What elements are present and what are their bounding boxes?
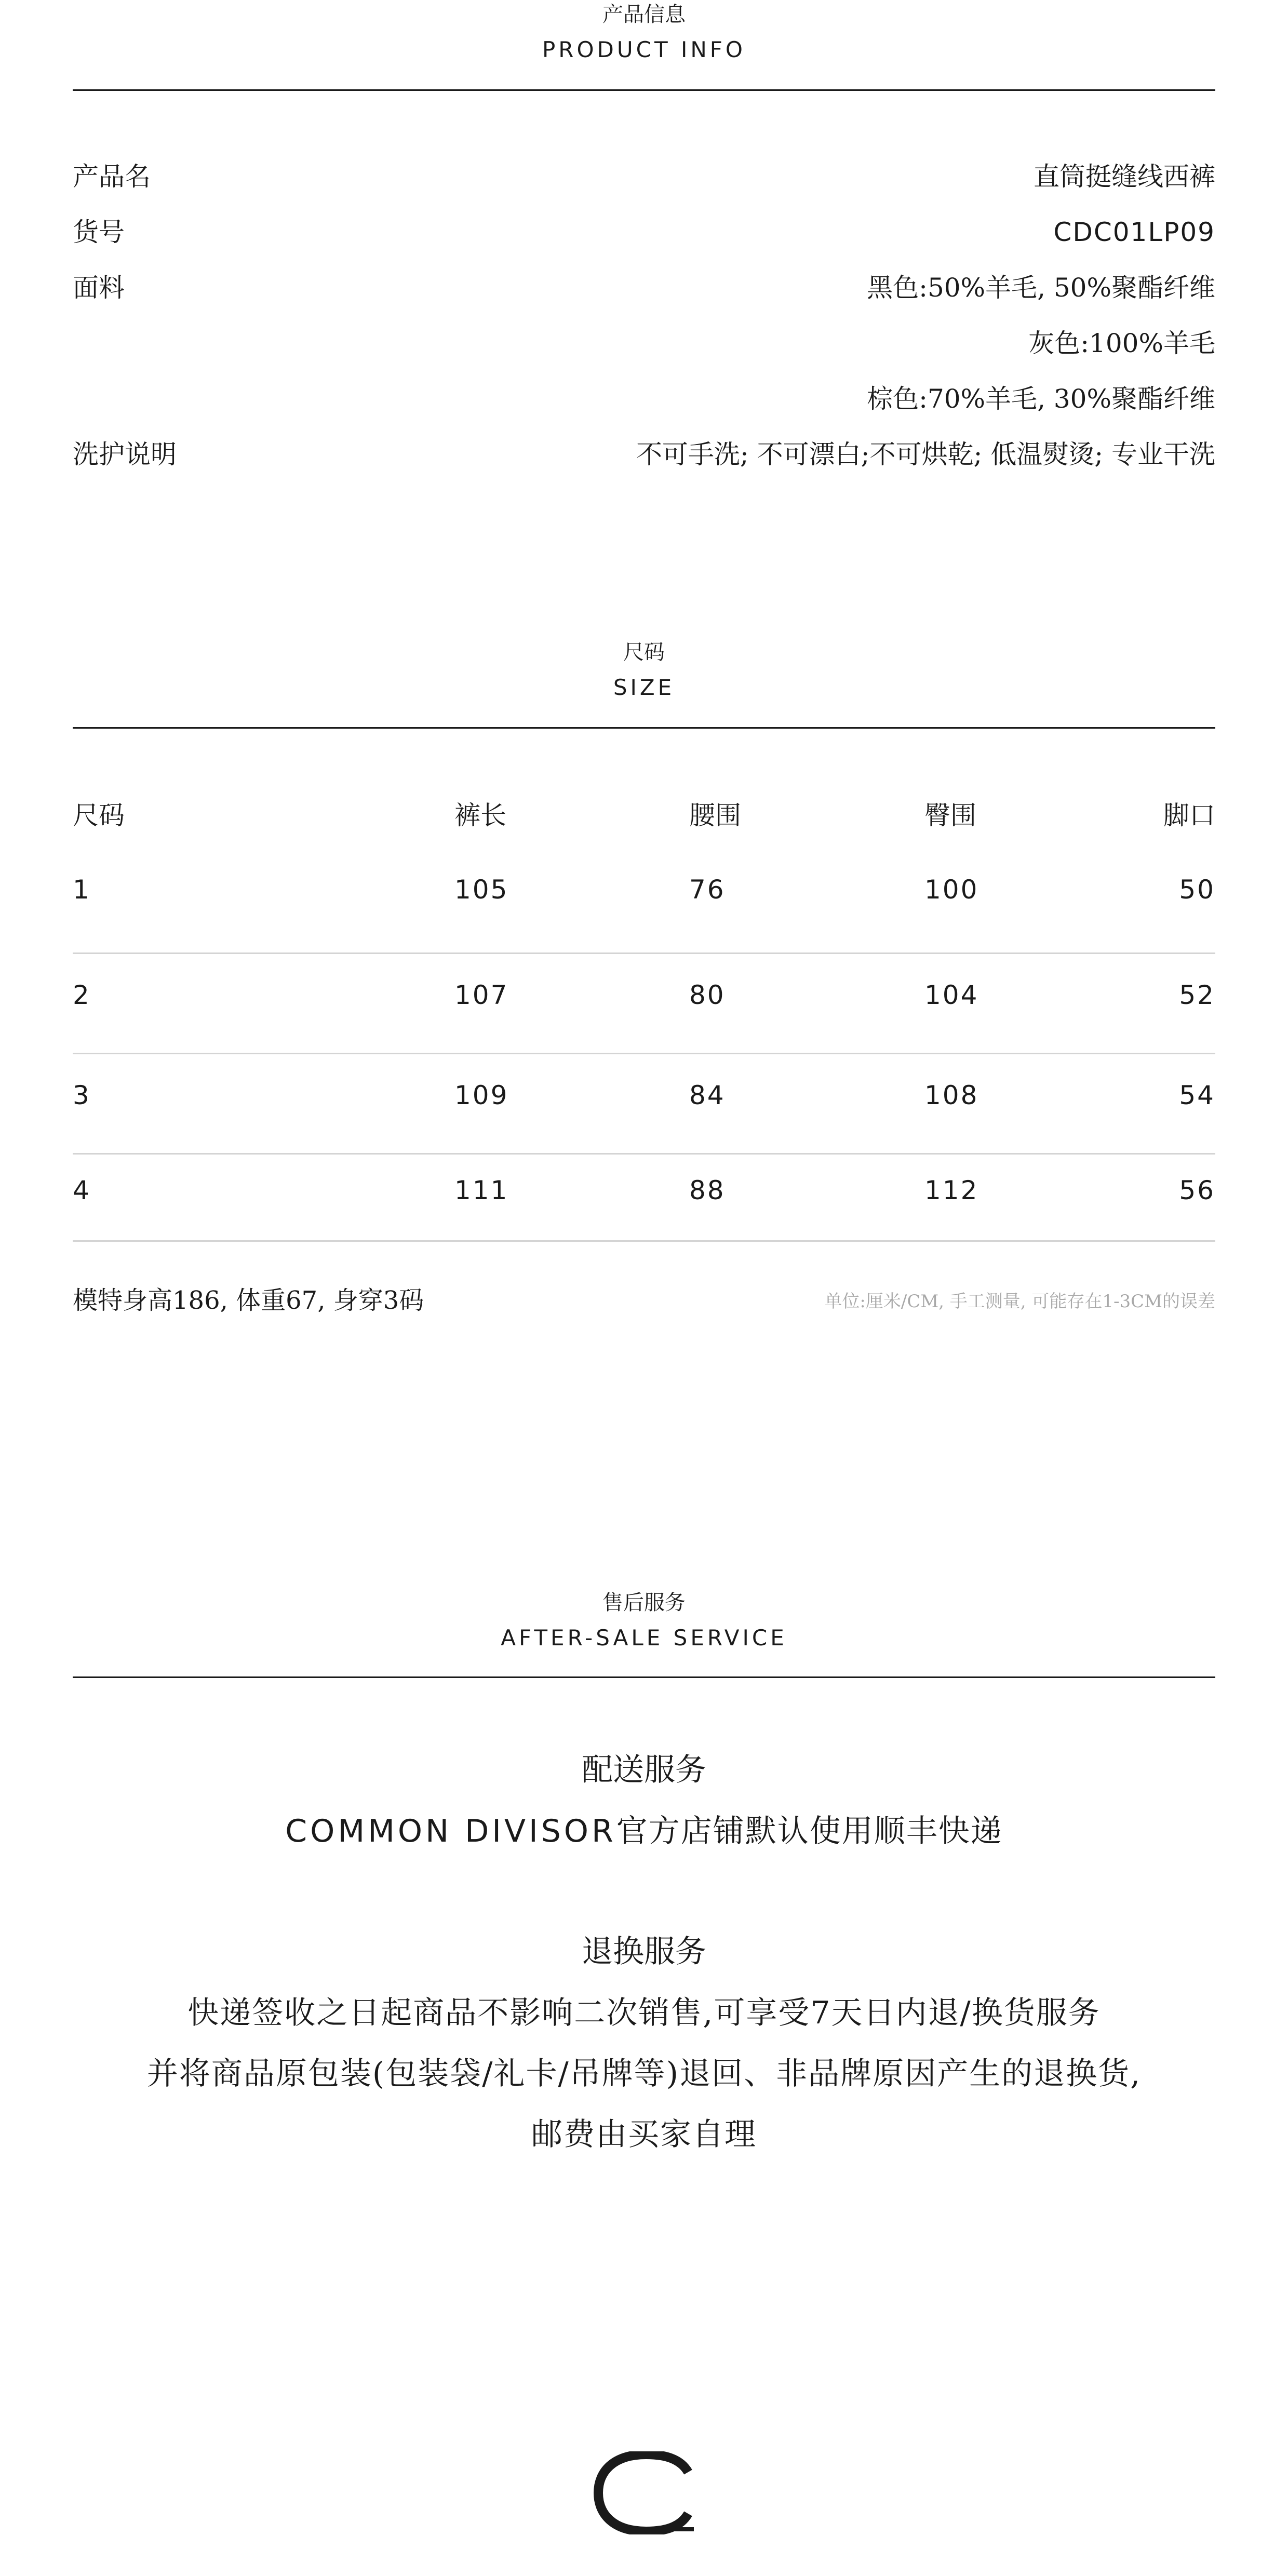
size-cell: 56 xyxy=(1179,1175,1215,1205)
size-cell: 105 xyxy=(454,875,509,905)
size-cell: 3 xyxy=(73,1080,91,1110)
info-row-fabric-grey xyxy=(73,325,1215,361)
size-cell: 107 xyxy=(454,980,509,1010)
info-value: 棕色:70%羊毛, 30%聚酯纤维 xyxy=(867,384,1215,414)
size-cell: 76 xyxy=(689,875,726,905)
unit-note: 单位:厘米/CM, 手工测量, 可能存在1-3CM的误差 xyxy=(824,1291,1215,1312)
table-row xyxy=(73,1155,1215,1242)
info-value: 直筒挺缝线西裤 xyxy=(1034,162,1215,192)
size-cell: 108 xyxy=(924,1080,979,1110)
size-title-en: SIZE xyxy=(613,675,675,700)
size-cell: 112 xyxy=(924,1175,979,1205)
info-label: 产品名 xyxy=(73,162,151,192)
size-table-header xyxy=(73,795,1215,841)
delivery-description: 官方店铺默认使用顺丰快递 xyxy=(616,1813,1003,1849)
after-sale-divider xyxy=(73,1676,1215,1678)
size-cell: 2 xyxy=(73,980,91,1010)
info-row-fabric-brown xyxy=(73,381,1215,417)
info-value: CDC01LP09 xyxy=(1053,217,1215,247)
size-heading xyxy=(73,638,1215,703)
size-table xyxy=(73,795,1215,1242)
after-sale-title-cn: 售后服务 xyxy=(602,1591,686,1615)
info-row-sku xyxy=(73,214,1215,250)
brand-name: COMMON DIVISOR xyxy=(285,1813,616,1849)
table-row xyxy=(73,874,1215,954)
size-title-cn: 尺码 xyxy=(623,640,665,664)
size-cell: 52 xyxy=(1179,980,1215,1010)
return-line-3: 邮费由买家自理 xyxy=(531,2116,757,2153)
size-header-cell: 臀围 xyxy=(924,800,976,830)
delivery-text xyxy=(0,1806,1288,1851)
delivery-title: 配送服务 xyxy=(582,1752,706,1788)
size-divider xyxy=(73,727,1215,729)
info-row-care xyxy=(73,436,1215,473)
info-label: 洗护说明 xyxy=(73,439,177,469)
product-info-title-cn: 产品信息 xyxy=(602,3,686,26)
info-label: 面料 xyxy=(73,273,125,303)
after-sale-title-en: AFTER-SALE SERVICE xyxy=(501,1625,787,1651)
info-row-name xyxy=(73,158,1215,195)
size-header-cell: 腰围 xyxy=(689,800,741,830)
return-line-1: 快递签收之日起商品不影响二次销售,可享受7天日内退/换货服务 xyxy=(187,1995,1101,2031)
size-cell: 1 xyxy=(73,875,91,905)
info-value: 灰色:100%羊毛 xyxy=(1028,328,1215,358)
table-row xyxy=(73,1054,1215,1155)
product-info-heading xyxy=(73,0,1215,65)
return-line-2: 并将商品原包装(包装袋/礼卡/吊牌等)退回、非品牌原因产生的退换货, xyxy=(146,2056,1142,2092)
product-info-divider xyxy=(73,89,1215,91)
size-cell: 4 xyxy=(73,1175,91,1205)
model-note: 模特身高186, 体重67, 身穿3码 xyxy=(73,1286,424,1315)
size-header-cell: 裤长 xyxy=(454,800,506,830)
brand-c-logo-icon xyxy=(592,2451,696,2534)
info-label: 货号 xyxy=(73,217,125,247)
table-row xyxy=(73,954,1215,1054)
size-cell: 54 xyxy=(1179,1080,1215,1110)
size-header-cell: 尺码 xyxy=(73,800,125,830)
size-cell: 88 xyxy=(689,1175,726,1205)
size-header-cell: 脚口 xyxy=(1163,800,1215,830)
size-cell: 84 xyxy=(689,1080,726,1110)
after-sale-heading xyxy=(73,1588,1215,1654)
size-cell: 80 xyxy=(689,980,726,1010)
info-row-fabric xyxy=(73,270,1215,306)
info-value: 黑色:50%羊毛, 50%聚酯纤维 xyxy=(867,273,1215,303)
size-cell: 50 xyxy=(1179,875,1215,905)
info-value: 不可手洗; 不可漂白;不可烘乾; 低温熨烫; 专业干洗 xyxy=(636,439,1215,469)
size-cell: 111 xyxy=(454,1175,509,1205)
size-cell: 104 xyxy=(924,980,979,1010)
product-info-title-en: PRODUCT INFO xyxy=(542,37,746,62)
return-title: 退换服务 xyxy=(582,1934,706,1970)
size-cell: 109 xyxy=(454,1080,509,1110)
size-cell: 100 xyxy=(924,875,979,905)
